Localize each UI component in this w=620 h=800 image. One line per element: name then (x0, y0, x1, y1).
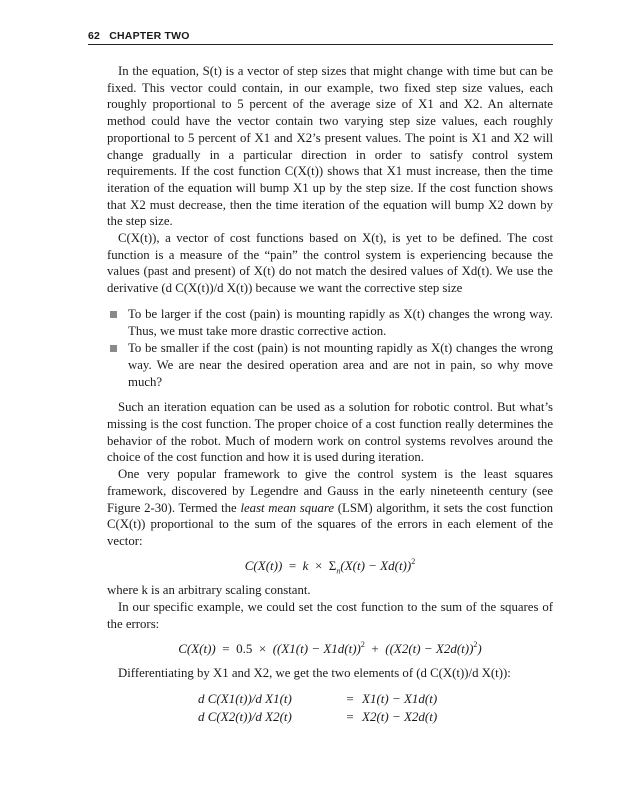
eq-rhs: X1(t) − X1d(t) (362, 690, 438, 706)
bullet-item (107, 340, 553, 390)
equation-lsm (107, 558, 553, 575)
equation-row (107, 708, 553, 726)
eq-op: = (346, 708, 354, 724)
body-text (107, 63, 553, 726)
bullet-text: To be larger if the cost (pain) is mounting rapidly as X(t) changes the wrong way. Thus, we must take more drastic corrective action. (128, 306, 553, 338)
eq-lhs: d C(X1(t))/d X1(t) (198, 690, 292, 706)
eq-op: × (258, 640, 267, 656)
emphasized-term: least mean square (240, 500, 335, 515)
bullet-list (107, 306, 553, 391)
bullet-square-icon (110, 311, 117, 318)
eq-op: × (314, 557, 323, 573)
eq-op: = (346, 690, 354, 706)
equation-row (107, 690, 553, 708)
eq-exp: 2 (360, 639, 365, 649)
eq-lhs: d C(X2(t))/d X2(t) (198, 708, 292, 724)
eq-op: = (222, 640, 230, 656)
eq-term: ((X1(t) − X1d(t)) (272, 640, 361, 656)
paragraph-text: (LSM) algorithm, it sets the cost function C(X(t)) proportional to the sum of the squares of the errors in each element of the vector: (107, 500, 553, 548)
eq-op: + (371, 640, 379, 656)
bullet-square-icon (110, 345, 117, 352)
eq-term: (X(t) − Xd(t)) (340, 557, 412, 573)
paragraph-text: One very popular framework to give the control system is the least squares framework, discovered by Legendre and Gauss in the early nineteenth century (see Figure 2-30). Termed the (107, 467, 553, 515)
eq-term: ) (477, 640, 482, 656)
page-number: 62 (88, 30, 101, 42)
eq-lhs: C(X(t)) (178, 640, 216, 656)
running-header (88, 30, 553, 45)
paragraph: C(X(t)), a vector of cost functions based on X(t), is yet to be defined. The cost function is a measure of the “pain” the control system is experiencing because the values (past and present) of X(t) do not match the desired values of Xd(t). We use the derivative (d C(X(t))/d X(t)) because we want the corrective step size (107, 231, 553, 296)
bullet-text: To be smaller if the cost (pain) is not mounting rapidly as X(t) changes the wrong way. We are near the desired operation area and are not in pain, so why move much? (128, 341, 553, 389)
chapter-title: CHAPTER TWO (109, 30, 190, 42)
eq-op: = (288, 557, 297, 573)
bullet-item (107, 306, 553, 339)
paragraph (107, 466, 553, 550)
eq-term: 0.5 (236, 640, 253, 656)
paragraph: In our specific example, we could set the cost function to the sum of the squares of the errors: (107, 600, 553, 631)
eq-term: k (302, 557, 309, 573)
eq-exp: 2 (473, 639, 478, 649)
equation-cost (107, 641, 553, 658)
eq-sub: n (336, 566, 341, 576)
eq-sum: Σ (328, 557, 337, 573)
paragraph: where k is an arbitrary scaling constant. (107, 583, 311, 598)
eq-term: ((X2(t) − X2d(t)) (385, 640, 474, 656)
paragraph: Differentiating by X1 and X2, we get the two elements of (d C(X(t))/d X(t)): (118, 666, 511, 681)
eq-exp: 2 (411, 556, 416, 566)
eq-lhs: C(X(t)) (244, 557, 283, 573)
eq-rhs: X2(t) − X2d(t) (362, 708, 438, 724)
paragraph: Such an iteration equation can be used as a solution for robotic control. But what’s missing is the cost function. The proper choice of a cost function really determines the behavior of the robot. Much of modern work on control systems revolves around the choice of the cost function and how it is used during iteration. (107, 400, 553, 465)
equation-derivatives (107, 690, 553, 726)
paragraph: In the equation, S(t) is a vector of step sizes that might change with time but can be fixed. This vector could contain, in our example, two fixed step size values, each roughly proportional to 5 percent of the average size of X1 and X2. An alternate method could have the vector contain two varying step size values, each roughly proportional to 5 percent of X1 and X2’s present values. The point is X1 and X2 will change gradually in a particular direction in order to satisfy control system requirements. If the cost function C(X(t)) shows that X1 must increase, then the time iteration of the equation will bump X1 up by the step size. If the cost function shows that X2 must decrease, then the time iteration of the equation will bump X2 down by the step size. (107, 64, 553, 229)
